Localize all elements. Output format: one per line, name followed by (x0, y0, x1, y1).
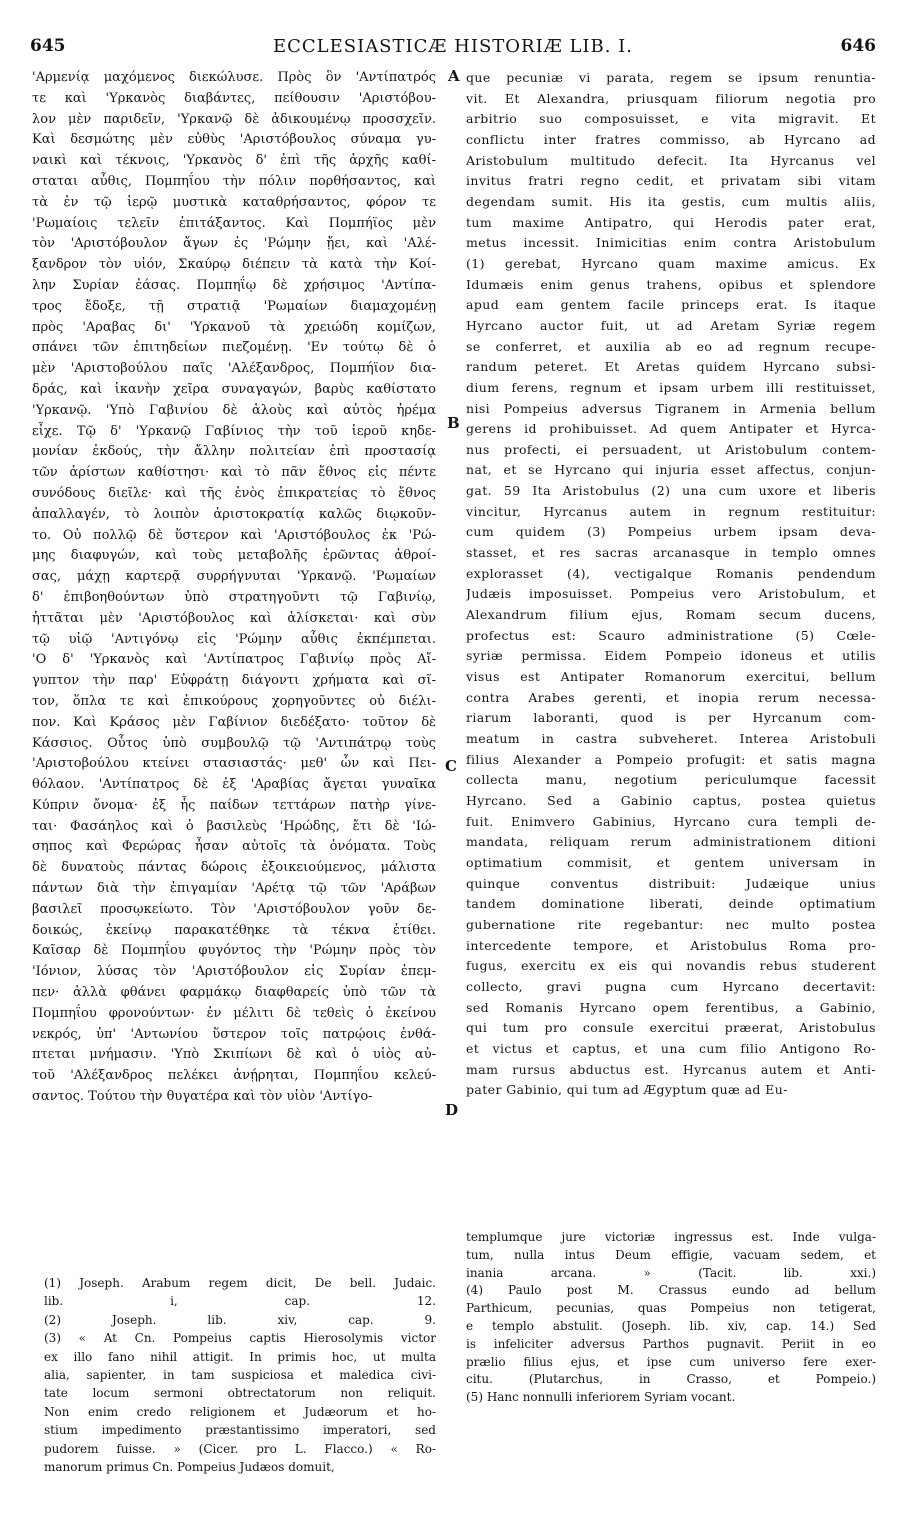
footnote-line: e templo abstulit. (Joseph. lib. xiv, cap. 14.) Sed (466, 1318, 876, 1333)
greek-text-line: πρὸς 'Αραβας δι' 'Υρκανοῦ τὰ χρειώδη κομίζων, (32, 319, 436, 335)
latin-text-line: metus incessit. Inimicitias enim contra Aristobulum (466, 235, 876, 251)
footnote-line: prælio filius ejus, et ipse cum universo fere exer- (466, 1354, 876, 1369)
footnote-line: tate locum sermoni obtrectatorum non reliquit. (44, 1386, 436, 1401)
footnote-line: (3) « At Cn. Pompeius captis Hierosolymis victor (44, 1331, 436, 1346)
latin-text-line: intercedente tempore, et Aristobulus Roma pro- (466, 937, 876, 953)
latin-text-line: dium ferens, regnum et ipsam urbem illi restituisset, (466, 379, 876, 395)
margin-marker-d: D (445, 1101, 459, 1119)
greek-text-line: ται· Φασάηλος καὶ ὁ βασιλεὺς 'Ηρώδης, ἔτι δὲ 'Ιώ- (32, 818, 436, 834)
latin-text-line: filius Alexander a Pompeio profugit: et satis magna (466, 751, 876, 767)
footnote-line: Parthicum, pecunias, quas Pompeius non tetigerat, (466, 1301, 876, 1316)
page-header (30, 36, 876, 66)
latin-text-line: pater Gabinio, qui tum ad Ægyptum quæ ad Eu- (466, 1082, 788, 1098)
margin-marker-c: C (445, 757, 457, 775)
greek-text-line: ναικὶ καὶ τέκνοις, 'Υρκανὸς δ' ἐπὶ τῆς ἀρχῆς καθί- (32, 153, 436, 169)
latin-text-line: sed Romanis Hyrcano opem ferentibus, a Gabinio, (466, 999, 876, 1015)
latin-text-column (466, 68, 876, 1101)
greek-text-line: σπάνει τῶν ἐπιτηδείων πιεζομένῃ. 'Εν τούτῳ δὲ ὁ (32, 340, 436, 356)
footnote-line: is infeliciter adversus Parthos pugnavit. Periit in eo (466, 1336, 876, 1351)
greek-text-line: 'Αρμενίᾳ μαχόμενος διεκώλυσε. Πρὸς ὃν 'Αντίπατρός (32, 70, 436, 85)
greek-text-line: σηπος καὶ Φερώρας ἦσαν αὐτοῖς τὰ ὀνόματα. Τοὺς (32, 839, 436, 855)
greek-text-line: μονίαν ἐκδούς, τὴν ἄλλην πολιτείαν ἐπὶ προστασίᾳ (32, 444, 436, 460)
greek-text-line: ἡττᾶται μὲν 'Αριστόβουλος καὶ ἁλίσκεται· καὶ σὺν (32, 610, 436, 626)
latin-text-line: mam rursus abductus est. Hyrcanus autem et Anti- (466, 1061, 876, 1077)
greek-text-line: νεκρός, ὑπ' 'Αντωνίου ὕστερον τοῖς πατρῴοις ἐνθά- (32, 1026, 436, 1042)
margin-marker-b: B (447, 414, 460, 432)
greek-text-line: τῶν ἀρίστων καθίστησι· καὶ τὸ πᾶν ἔθνος εἰς πέντε (32, 465, 436, 481)
greek-text-line: μης διαφυγών, καὶ τοὺς μεταβολῆς ἐρῶντας ἀθροί- (32, 548, 436, 564)
greek-text-line: Κάσσιος. Οὗτος ὑπὸ συμβουλῷ τῷ 'Αντιπάτρῳ τοὺς (32, 735, 436, 751)
latin-text-line: mandata, reliquam rerum administrationem ditioni (466, 834, 876, 850)
latin-text-line: syriæ permissa. Eidem Pompeio idoneus et utilis (466, 648, 876, 664)
greek-text-line: Καῖσαρ δὲ Πομπηΐου φυγόντος τὴν 'Ρώμην πρὸς τὸν (32, 943, 436, 959)
footnote-line: alia, sapienter, in tam suspiciosa et maledica civi- (44, 1368, 436, 1383)
greek-text-line: Καὶ δεσμώτης μὲν εὐθὺς 'Αριστόβουλος σύναμα γυ- (32, 132, 436, 148)
running-title: ECCLESIASTICÆ HISTORIÆ LIB. I. (272, 36, 634, 57)
greek-text-line: λον μὲν παριδεῖν, 'Υρκανῷ δὲ ἀδικουμένῳ προσσχεῖν. (32, 111, 436, 127)
latin-text-line: explorasset (4), vectigalque Romanis pendendum (466, 565, 876, 581)
footnotes-right (466, 1229, 876, 1407)
latin-text-line: nus profecti, ei persuadent, ut Aristobulum contem- (466, 441, 876, 457)
greek-text-line: τὸν 'Αριστόβουλον ἄγων ἐς 'Ρώμην ᾔει, καὶ 'Αλέ- (32, 236, 436, 252)
latin-text-line: gat. 59 Ita Aristobulus (2) una cum uxore et liberis (466, 483, 876, 499)
latin-text-line: se conferret, et auxilia ab eo ad regnum recupe- (466, 338, 876, 354)
latin-text-line: collecta manu, negotium periculumque facessit (466, 772, 876, 788)
greek-text-line: τε καὶ 'Υρκανὸς διαβάντες, πείθουσιν 'Αριστόβου- (32, 90, 436, 106)
greek-text-line: γυπτον τὴν παρ' Εὐφράτῃ διάγοντι χρήματα καὶ σῖ- (32, 673, 436, 689)
greek-text-line: δράς, καὶ ἱκανὴν χεῖρα συναγαγών, βαρὺς καθίστατο (32, 381, 436, 397)
footnote-line: lib. i, cap. 12. (44, 1294, 436, 1309)
footnote-line: ex illo fano nihil attigit. In primis hoc, ut multa (44, 1349, 436, 1364)
greek-text-line: πτεται μνήμασιν. 'Υπὸ Σκιπίωνι δὲ καὶ ὁ υἱὸς αὐ- (32, 1047, 436, 1063)
latin-text-line: meatum in castra subveheret. Interea Aristobuli (466, 731, 876, 746)
latin-text-line: (1) gerebat, Hyrcano quam maxime amicus. Ex (466, 255, 876, 271)
latin-text-line: Alexandrum filium ejus, Romam secum ducens, (466, 607, 876, 623)
page-number-right: 646 (840, 36, 876, 56)
greek-text-line: 'Ιόνιον, λύσας τὸν 'Αριστόβουλον εἰς Συρίαν ἐπεμ- (32, 964, 436, 980)
greek-text-line: Κύπριν ὄνομα· ἐξ ἧς παίδων τεττάρων πατὴρ γίνε- (32, 797, 436, 813)
latin-text-line: degendam sumit. His ita gestis, cum multis aliis, (466, 193, 876, 209)
greek-text-line: λην Συρίαν ἐάσας. Πομπηΐῳ δὲ χρήσιμος 'Αντίπα- (32, 277, 436, 293)
latin-text-line: et victus et captus, et una cum filio Antigono Ro- (466, 1040, 876, 1056)
latin-text-line: que pecuniæ vi parata, regem se ipsum renuntia- (466, 70, 876, 85)
greek-text-line: εἶχε. Τῷ δ' 'Υρκανῷ Γαβίνιος τὴν τοῦ ἱεροῦ κηδε- (32, 423, 436, 439)
greek-text-line: σας, μάχῃ καρτερᾷ συρρήγνυται 'Υρκανῷ. 'Ρωμαίων (32, 569, 436, 585)
latin-text-line: fuit. Enimvero Gabinius, Hyrcano cura templi de- (466, 813, 876, 829)
greek-text-line: Πομπηΐου φρονούντων· ἐν μέλιτι δὲ τεθεὶς ὁ ἐκείνου (32, 1005, 436, 1021)
greek-text-line: 'Αριστοβούλου κτείνει στασιαστάς· μεθ' ὧν καὶ Πει- (32, 756, 436, 772)
latin-text-line: conflictu inter fratres commisso, ab Hyrcano ad (466, 131, 876, 147)
latin-text-line: Judæis imposuisset. Pompeius vero Aristobulum, et (466, 586, 876, 602)
latin-text-line: contra Arabes gerenti, et inopia rerum necessa- (466, 689, 876, 705)
greek-text-line: 'Υρκανῷ. 'Υπὸ Γαβινίου δὲ ἁλοὺς καὶ αὐτὸς ἠρέμα (32, 402, 436, 418)
greek-text-line: πον. Καὶ Κράσος μὲν Γαβίνιον διεδέξατο· τοῦτον δὲ (32, 714, 436, 730)
greek-text-line: βασιλεῖ προσῳκείωτο. Τὸν 'Αριστόβουλον γοῦν δε- (32, 901, 436, 917)
greek-text-line: 'Ο δ' 'Υρκανὸς καὶ 'Αντίπατρος Γαβινίῳ πρὸς Αἴ- (32, 652, 436, 668)
footnote-line: (2) Joseph. lib. xiv, cap. 9. (44, 1312, 436, 1327)
latin-text-line: Hyrcano. Sed a Gabinio captus, postea quietus (466, 792, 876, 808)
latin-text-line: randum peteret. Et Aretas quidem Hyrcano subsi- (466, 359, 876, 375)
greek-text-line: τὰ ἐν τῷ ἱερῷ μυστικὰ καταθρήσαντος, φόρον τε (32, 194, 436, 210)
greek-text-line: 'Ρωμαίοις τελεῖν ἐπιτάξαντος. Καὶ Πομπήϊος μὲν (32, 215, 436, 231)
latin-text-line: nat, et se Hyrcano qui injuria esset affectus, conjun- (466, 462, 876, 478)
greek-text-line: το. Οὐ πολλῷ δὲ ὕστερον καὶ 'Αριστόβουλος ἐκ 'Ρώ- (32, 527, 436, 543)
latin-text-line: collecto, gravi pugna cum Hyrcano decertavit: (466, 978, 876, 994)
footnote-line: citu. (Plutarchus, in Crasso, et Pompeio.) (466, 1372, 876, 1387)
greek-text-line: σαντος. Τούτου τὴν θυγατέρα καὶ τὸν υἱὸν 'Αντίγο- (32, 1089, 373, 1105)
greek-text-line: τον, ὅπλα τε καὶ ἐπικούρους χορηγοῦντες οὐ διέλι- (32, 693, 436, 709)
latin-text-line: quinque conventus distribuit: Judæique unius (466, 875, 876, 891)
greek-text-line: πάντων διὰ τὴν ἐπιγαμίαν 'Αρέτᾳ τῷ τῶν 'Αράβων (32, 881, 436, 897)
latin-text-line: apud eam gentem facile princeps erat. Is itaque (466, 297, 876, 313)
greek-text-line: ξανδρον τὸν υἱόν, Σκαύρῳ διέπειν τὰ κατὰ τὴν Κοί- (32, 257, 436, 273)
latin-text-line: Aristobulum multitudo defecit. Ita Hyrcanus vel (466, 152, 876, 168)
greek-text-line: συνόδους διεῖλε· καὶ τῆς ἑνὸς ἐπικρατείας τὸ ἔθνος (32, 485, 436, 501)
margin-marker-a: A (448, 67, 460, 85)
footnote-line: pudorem fuisse. » (Cicer. pro L. Flacco.) « Ro- (44, 1441, 436, 1456)
footnotes-left (44, 1274, 436, 1476)
greek-text-line: σταται αὖθις, Πομπηΐου τὴν πόλιν πορθήσαντος, καὶ (32, 173, 436, 189)
latin-text-line: optimatium commisit, et gentem universam in (466, 854, 876, 870)
greek-text-line: δοικώς, ἐκείνῳ παρακατέθηκε τὰ τέκνα ἐτίθει. (32, 922, 436, 938)
latin-text-line: Idumæis enim genus trahens, opibus et splendore (466, 276, 876, 292)
greek-text-line: τῷ υἱῷ 'Αντιγόνῳ εἰς 'Ρώμην αὖθις ἐκπέμπεται. (32, 631, 436, 647)
latin-text-line: tandem dominatione liberati, deinde optimatium (466, 896, 876, 912)
greek-text-line: τρος ἔδοξε, τῇ στρατιᾷ 'Ρωμαίων διαμαχομένῃ (32, 298, 436, 314)
latin-text-line: cum quidem (3) Pompeius urbem ipsam deva- (466, 524, 876, 540)
footnote-line: (5) Hanc nonnulli inferiorem Syriam vocant. (466, 1390, 736, 1405)
latin-text-line: tum maxime Antipatro, qui Herodis pater erat, (466, 214, 876, 230)
greek-text-line: δὲ δυνατοὺς πάντας δώροις ἐξοικειούμενος, μάλιστα (32, 860, 436, 876)
footnote-line: Non enim credo religionem et Judæorum et ho- (44, 1404, 436, 1419)
page-number-left: 645 (30, 36, 66, 56)
latin-text-line: riarum laboranti, quod is per Hyrcanum com- (466, 710, 876, 726)
greek-text-line: τοῦ 'Αλέξανδρος πελέκει ἀνῄρηται, Πομπηΐου κελεύ- (32, 1068, 436, 1084)
greek-text-line: πεν· ἀλλὰ φθάνει φαρμάκῳ διαφθαρείς ὑπὸ τῶν τὰ (32, 985, 436, 1001)
footnote-line: tum, nulla intus Deum effigie, vacuam sedem, et (466, 1247, 876, 1262)
footnote-line: (4) Paulo post M. Crassus eundo ad bellum (466, 1283, 876, 1298)
footnote-line: (1) Joseph. Arabum regem dicit, De bell. Judaic. (44, 1276, 436, 1290)
latin-text-line: gubernatione rite regebantur: nec multo postea (466, 916, 876, 932)
latin-text-line: arbitrio suo composuisset, e vita migravit. Et (466, 111, 876, 127)
latin-text-line: nisi Pompeius adversus Tigranem in Armenia bellum (466, 400, 876, 416)
latin-text-line: vit. Et Alexandra, priusquam filiorum negotia pro (466, 90, 876, 106)
footnote-line: templumque jure victoriæ ingressus est. Inde vulga- (466, 1230, 876, 1244)
latin-text-line: Hyrcano auctor fuit, ut ad Aretam Syriæ regem (466, 317, 876, 333)
latin-text-line: invitus fratri regno cedit, et privatam sibi vitam (466, 173, 876, 189)
latin-text-line: stasset, et res sacras arcanasque in templo omnes (466, 545, 876, 561)
latin-text-line: visus est Antipater Romanorum exercitui, bellum (466, 669, 876, 685)
latin-text-line: fugus, exercitu ex eis qui novandis rebus studerent (466, 958, 876, 974)
greek-text-line: ἀπαλλαγέν, τὸ λοιπὸν ἀριστοκρατίᾳ καλῶς διῳκοῦν- (32, 506, 436, 522)
greek-text-column (32, 68, 436, 1108)
greek-text-line: δ' ἐπιβοηθούντων ὑπὸ στρατηγοῦντι τῷ Γαβινίῳ, (32, 589, 436, 605)
greek-text-line: θόλαον. 'Αντίπατρος δὲ ἐξ 'Αραβίας ἄγεται γυναῖκα (32, 777, 436, 793)
greek-text-line: μὲν 'Αριστοβούλου παῖς 'Αλέξανδρος, Πομπήϊον δια- (32, 361, 436, 377)
latin-text-line: profectus est: Scauro administratione (5) Cœle- (466, 627, 876, 643)
latin-text-line: gerens id prohibuisset. Ad quem Antipater et Hyrca- (466, 421, 876, 437)
latin-text-line: vincitur, Hyrcanus autem in regnum restituitur: (466, 503, 876, 519)
footnote-line: inania arcana. » (Tacit. lib. xxi.) (466, 1265, 876, 1280)
footnote-line: stium impedimento præstantissimo imperatori, sed (44, 1423, 436, 1438)
latin-text-line: qui tum pro consule exercitui præerat, Aristobulus (466, 1020, 876, 1036)
footnote-line: manorum primus Cn. Pompeius Judæos domuit, (44, 1460, 335, 1475)
